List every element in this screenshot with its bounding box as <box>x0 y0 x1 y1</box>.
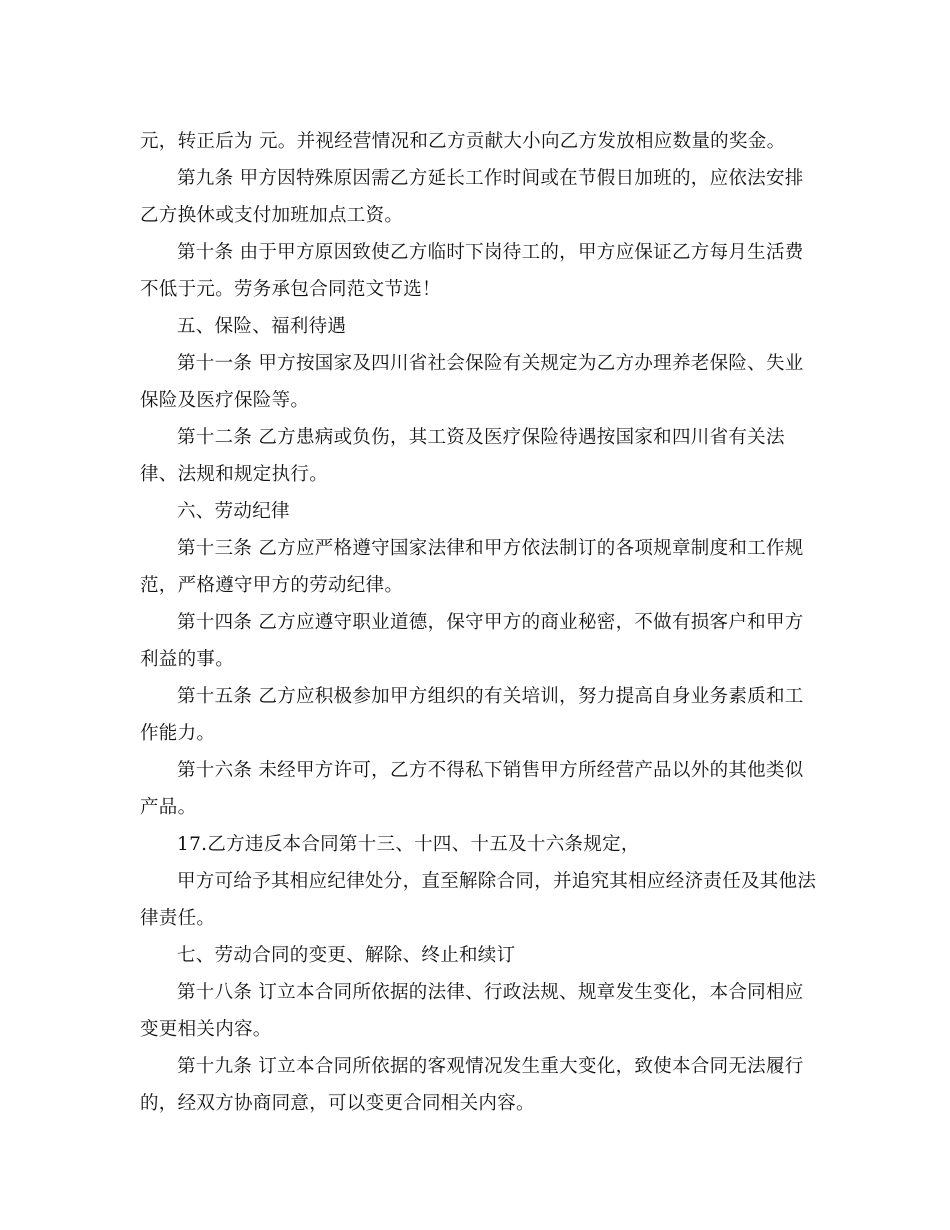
text-line: 第十六条 未经甲方许可，乙方不得私下销售甲方所经营产品以外的其他类似 <box>177 760 804 781</box>
text-line: 律责任。 <box>140 908 216 929</box>
text-line: 第十条 由于甲方原因致使乙方临时下岗待工的，甲方应保证乙方每月生活费 <box>177 242 804 263</box>
text-line: 律、法规和规定执行。 <box>140 464 329 485</box>
text-line: 第十二条 乙方患病或负伤，其工资及医疗保险待遇按国家和四川省有关法 <box>177 427 785 448</box>
text-line: 第十三条 乙方应严格遵守国家法律和甲方依法制订的各项规章制度和工作规 <box>177 538 804 559</box>
text-line: 17.乙方违反本合同第十三、十四、十五及十六条规定， <box>177 834 640 855</box>
text-line: 的，经双方协商同意，可以变更合同相关内容。 <box>140 1093 535 1114</box>
section-heading: 七、劳动合同的变更、解除、终止和续订 <box>177 945 516 966</box>
text-line: 第十八条 订立本合同所依据的法律、行政法规、规章发生变化，本合同相应 <box>177 982 804 1003</box>
text-line: 产品。 <box>140 797 197 818</box>
text-line: 第十九条 订立本合同所依据的客观情况发生重大变化，致使本合同无法履行 <box>177 1056 804 1077</box>
section-heading: 六、劳动纪律 <box>177 501 290 522</box>
text-line: 第十四条 乙方应遵守职业道德，保守甲方的商业秘密，不做有损客户和甲方 <box>177 612 804 633</box>
text-line: 不低于元。劳务承包合同范文节选！ <box>140 279 441 300</box>
text-line: 第九条 甲方因特殊原因需乙方延长工作时间或在节假日加班的，应依法安排 <box>177 168 804 189</box>
text-line: 范，严格遵守甲方的劳动纪律。 <box>140 575 404 596</box>
text-line: 作能力。 <box>140 723 216 744</box>
text-line: 乙方换休或支付加班加点工资。 <box>140 205 404 226</box>
text-line: 变更相关内容。 <box>140 1019 272 1040</box>
text-line: 甲方可给予其相应纪律处分，直至解除合同，并追究其相应经济责任及其他法 <box>177 871 817 892</box>
text-line: 元，转正后为 元。并视经营情况和乙方贡献大小向乙方发放相应数量的奖金。 <box>140 131 786 152</box>
section-heading: 五、保险、福利待遇 <box>177 316 347 337</box>
text-line: 第十一条 甲方按国家及四川省社会保险有关规定为乙方办理养老保险、失业 <box>177 353 804 374</box>
text-line: 利益的事。 <box>140 649 235 670</box>
text-line: 保险及医疗保险等。 <box>140 390 310 411</box>
text-line: 第十五条 乙方应积极参加甲方组织的有关培训，努力提高自身业务素质和工 <box>177 686 804 707</box>
